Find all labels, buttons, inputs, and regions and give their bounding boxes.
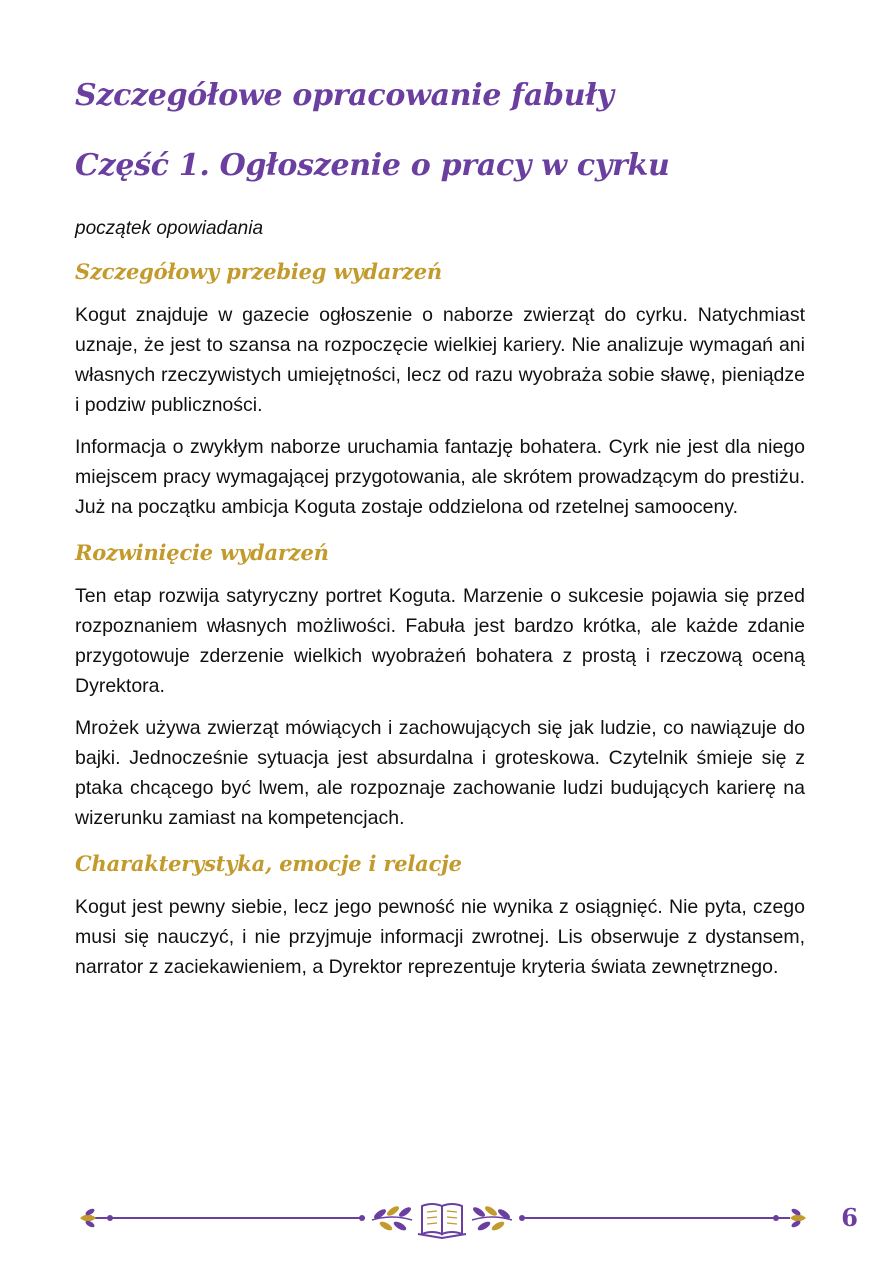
part-title: Część 1. Ogłoszenie o pracy w cyrku — [75, 148, 670, 183]
section-title: Szczegółowy przebieg wydarzeń — [75, 258, 442, 284]
paragraph: Informacja o zwykłym naborze uruchamia fantazję bohatera. Cyrk nie jest dla niego miejscem pracy wymagającej przygotowania, ale skrótem prowadzącym do prestiżu. Już na początku ambicja Koguta zostaje oddzielona od rzetelnej samooceny. — [75, 435, 805, 518]
paragraph: Mrożek używa zwierząt mówiących i zachowujących się jak ludzie, co nawiązuje do bajki. Jednocześnie sytuacja jest absurdalna i groteskowa. Czytelnik śmieje się z ptaka chcącego być lwem, ale rozpoznaje zachowanie ludzi budujących karierę na wizerunku zamiast na kompetencjach. — [75, 717, 805, 830]
subtitle: początek opowiadania — [75, 218, 264, 239]
section-title: Rozwinięcie wydarzeń — [75, 539, 329, 565]
laurel-right-icon — [472, 1205, 512, 1233]
open-book-icon — [418, 1204, 466, 1238]
leaf-sprig-icon — [80, 1207, 96, 1228]
footer-ornament — [0, 1190, 886, 1250]
laurel-left-icon — [372, 1205, 412, 1233]
paragraph: Ten etap rozwija satyryczny portret Koguta. Marzenie o sukcesie pojawia się przed rozpoznaniem własnych możliwości. Fabuła jest bardzo krótka, ale każde zdanie przygotowuje zderzenie wielkich wyobrażeń bohatera z prostą i rzeczową oceną Dyrektora. — [75, 585, 805, 698]
page-content — [75, 78, 805, 994]
main-title: Szczegółowe opracowanie fabuły — [75, 78, 614, 113]
section-title: Charakterystyka, emocje i relacje — [75, 851, 462, 877]
paragraph: Kogut znajduje w gazecie ogłoszenie o naborze zwierząt do cyrku. Natychmiast uznaje, że jest to szansa na rozpoczęcie wielkiej kariery. Nie analizuje wymagań ani własnych rzeczywistych umiejętności, lecz od razu wyobraża sobie sławę, pieniądze i podziw publiczności. — [75, 303, 805, 416]
paragraph: Kogut jest pewny siebie, lecz jego pewność nie wynika z osiągnięć. Nie pyta, czego musi się nauczyć, i nie przyjmuje informacji zwrotnej. Lis obserwuje z dystansem, narrator z zaciekawieniem, a Dyrektor reprezentuje kryteria świata zewnętrznego. — [75, 896, 805, 979]
leaf-sprig-icon — [790, 1207, 806, 1228]
page-number: 6 — [841, 1203, 858, 1232]
